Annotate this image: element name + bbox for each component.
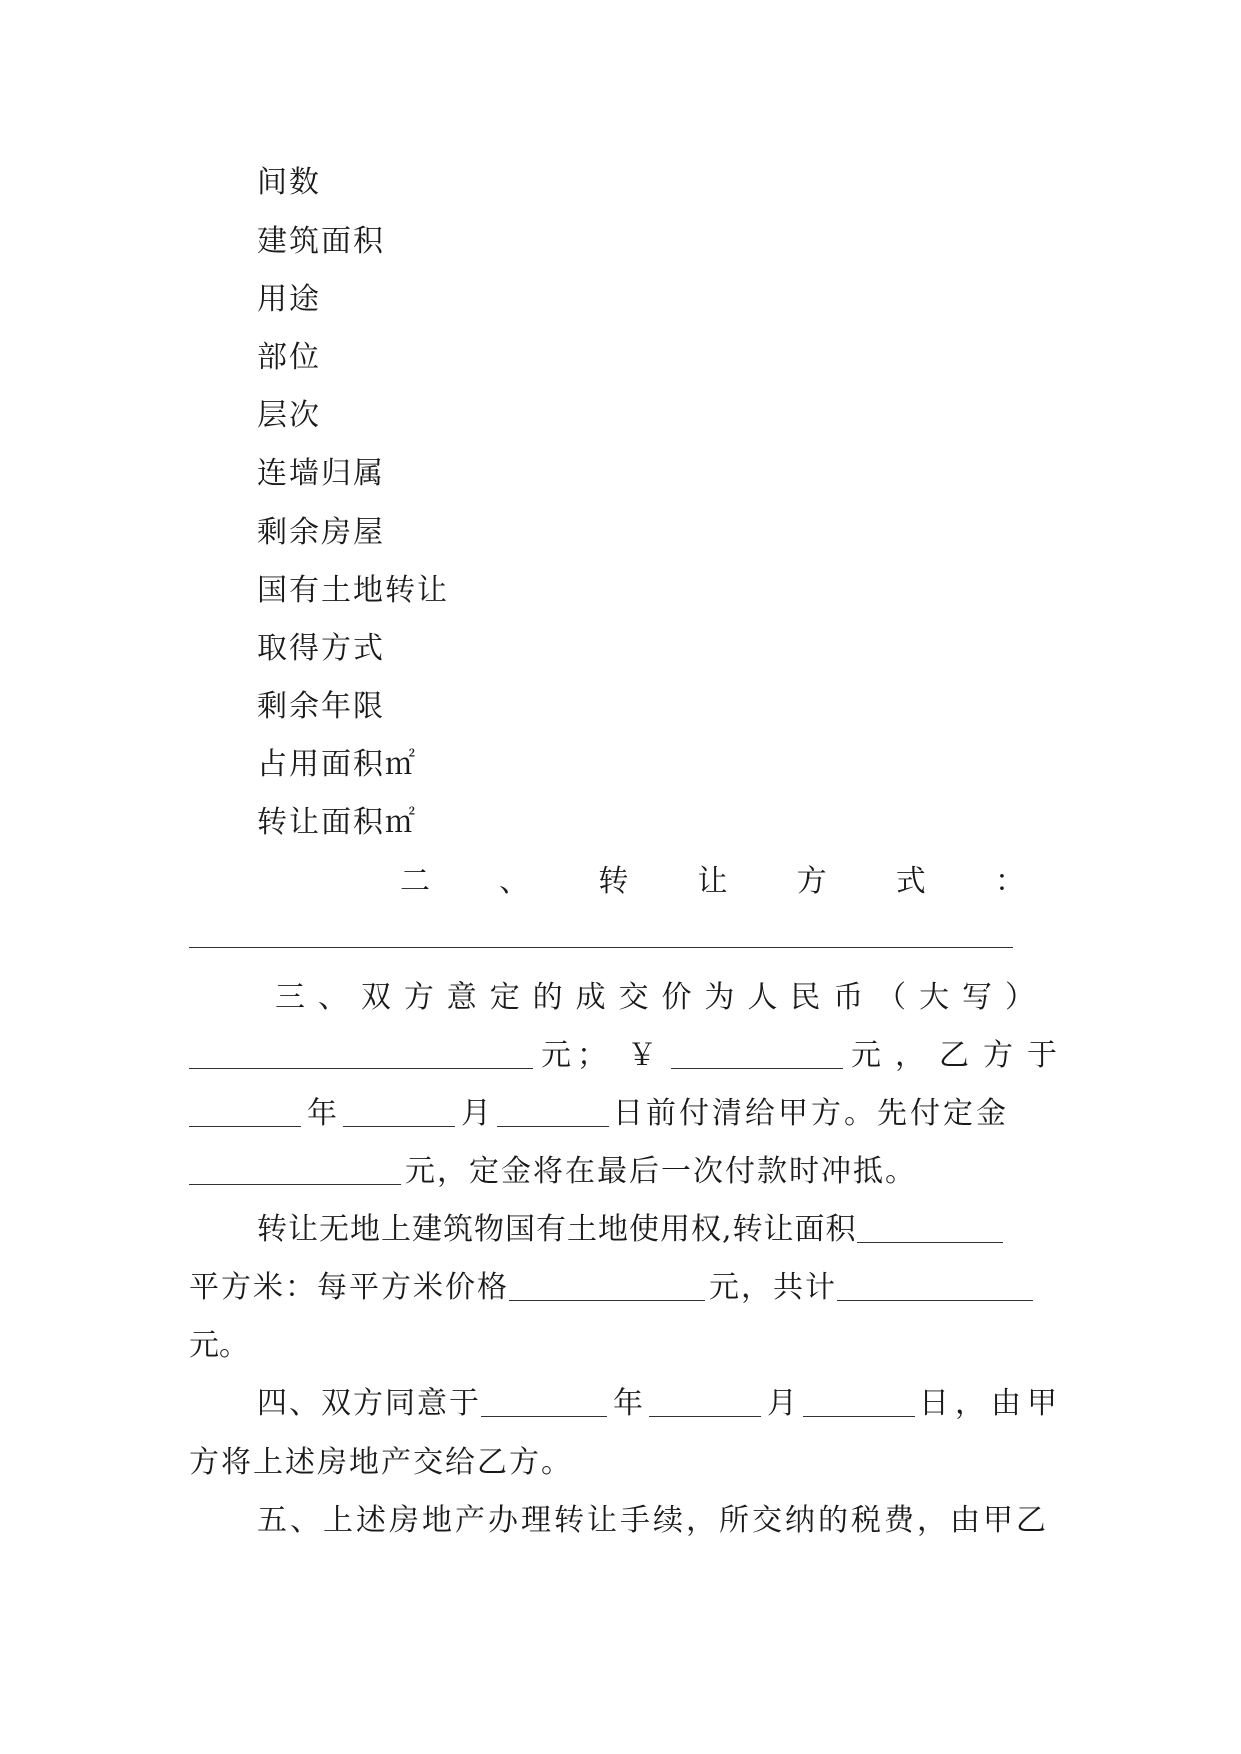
deposit-amount-blank bbox=[189, 1154, 401, 1185]
section3-char: 成 bbox=[575, 980, 606, 1015]
section3-char: 交 bbox=[618, 980, 649, 1015]
handover-month-blank bbox=[649, 1386, 761, 1417]
price-words-blank bbox=[189, 1038, 533, 1069]
section5-line1: 五、上述房地产办理转让手续，所交纳的税费，由甲乙 bbox=[257, 1503, 1049, 1538]
transfer-method-blank bbox=[189, 947, 1013, 948]
section4-year-text: 年 bbox=[613, 1386, 643, 1421]
land-paragraph-line2 bbox=[189, 1268, 1033, 1308]
section2-char: 转 bbox=[598, 864, 629, 899]
field-floor-area: 建筑面积 bbox=[257, 224, 385, 259]
total-amount-blank bbox=[837, 1270, 1033, 1301]
yen-sign: ￥ bbox=[627, 1038, 657, 1073]
section3-char: 民 bbox=[790, 980, 821, 1015]
section3-char: 定 bbox=[489, 980, 520, 1015]
field-transfer-area: 转让面积㎡ bbox=[257, 805, 417, 840]
section3-char: 意 bbox=[446, 980, 477, 1015]
section3-char: 、 bbox=[317, 980, 348, 1015]
section3-char: 写 bbox=[962, 980, 992, 1015]
pay-deposit-text: 日前付清给甲方。先付定金 bbox=[613, 1096, 1009, 1131]
field-storey: 层次 bbox=[257, 398, 321, 433]
yuan-semicolon-text: 元； bbox=[541, 1038, 613, 1073]
field-remaining-years: 剩余年限 bbox=[257, 689, 385, 724]
section3-char: 人 bbox=[747, 980, 778, 1015]
section4-month-text: 月 bbox=[767, 1386, 797, 1421]
payment-day-blank bbox=[497, 1096, 609, 1127]
field-land-transfer: 国有土地转让 bbox=[257, 573, 449, 608]
field-rooms: 间数 bbox=[257, 165, 321, 200]
section3-char: 方 bbox=[403, 980, 434, 1015]
field-occupied-area: 占用面积㎡ bbox=[257, 747, 417, 782]
section2-char: 二 bbox=[400, 864, 430, 899]
deposit-line bbox=[189, 1152, 917, 1192]
section4-line2: 方将上述房地产交给乙方。 bbox=[189, 1445, 573, 1480]
section3-char: （ bbox=[876, 980, 907, 1015]
payment-date-line bbox=[189, 1094, 1035, 1134]
section3-char: 双 bbox=[360, 980, 391, 1015]
field-location: 部位 bbox=[257, 340, 321, 375]
section2-char: 方 bbox=[796, 864, 827, 899]
section3-char: ） bbox=[1004, 980, 1035, 1015]
section3-heading bbox=[275, 978, 1035, 1018]
payment-month-blank bbox=[343, 1096, 455, 1127]
payment-year-blank bbox=[189, 1096, 301, 1127]
unit-price-blank bbox=[509, 1270, 705, 1301]
section3-char: 价 bbox=[661, 980, 692, 1015]
section4-prefix-text: 四、双方同意于 bbox=[257, 1386, 481, 1421]
section3-char: 币 bbox=[833, 980, 864, 1015]
deposit-offset-text: 元，定金将在最后一次付款时冲抵。 bbox=[405, 1154, 917, 1189]
land-paragraph-line1 bbox=[257, 1210, 1003, 1250]
yuan-party-b-text: 元，乙方于 bbox=[851, 1038, 1071, 1073]
field-party-wall: 连墙归属 bbox=[257, 456, 385, 491]
field-usage: 用途 bbox=[257, 282, 321, 317]
land-transfer-text: 转让无地上建筑物国有土地使用权,转让面积 bbox=[257, 1212, 857, 1247]
section2-char: 、 bbox=[499, 864, 530, 899]
section3-char: 三 bbox=[275, 980, 305, 1015]
yuan-total-text: 元，共计 bbox=[709, 1270, 837, 1305]
month-text: 月 bbox=[461, 1096, 491, 1131]
year-text: 年 bbox=[307, 1096, 337, 1131]
sqm-price-text: 平方米：每平方米价格 bbox=[189, 1270, 509, 1305]
field-acquisition-method: 取得方式 bbox=[257, 631, 385, 666]
section3-char: 大 bbox=[919, 980, 950, 1015]
section2-heading bbox=[400, 862, 1025, 902]
section2-char: 式 bbox=[895, 864, 926, 899]
section2-char: ： bbox=[994, 864, 1025, 899]
handover-year-blank bbox=[481, 1386, 607, 1417]
section3-char: 的 bbox=[532, 980, 563, 1015]
section2-char: 让 bbox=[697, 864, 728, 899]
handover-day-blank bbox=[803, 1386, 915, 1417]
price-figure-blank bbox=[671, 1038, 843, 1069]
transfer-area-blank bbox=[857, 1212, 1003, 1243]
section3-char: 为 bbox=[704, 980, 735, 1015]
section4-day-text: 日，由甲 bbox=[919, 1386, 1063, 1421]
land-paragraph-line3: 元。 bbox=[189, 1328, 249, 1363]
section4-line1 bbox=[257, 1384, 1063, 1424]
price-amount-line bbox=[189, 1036, 1071, 1076]
field-remaining-house: 剩余房屋 bbox=[257, 515, 385, 550]
